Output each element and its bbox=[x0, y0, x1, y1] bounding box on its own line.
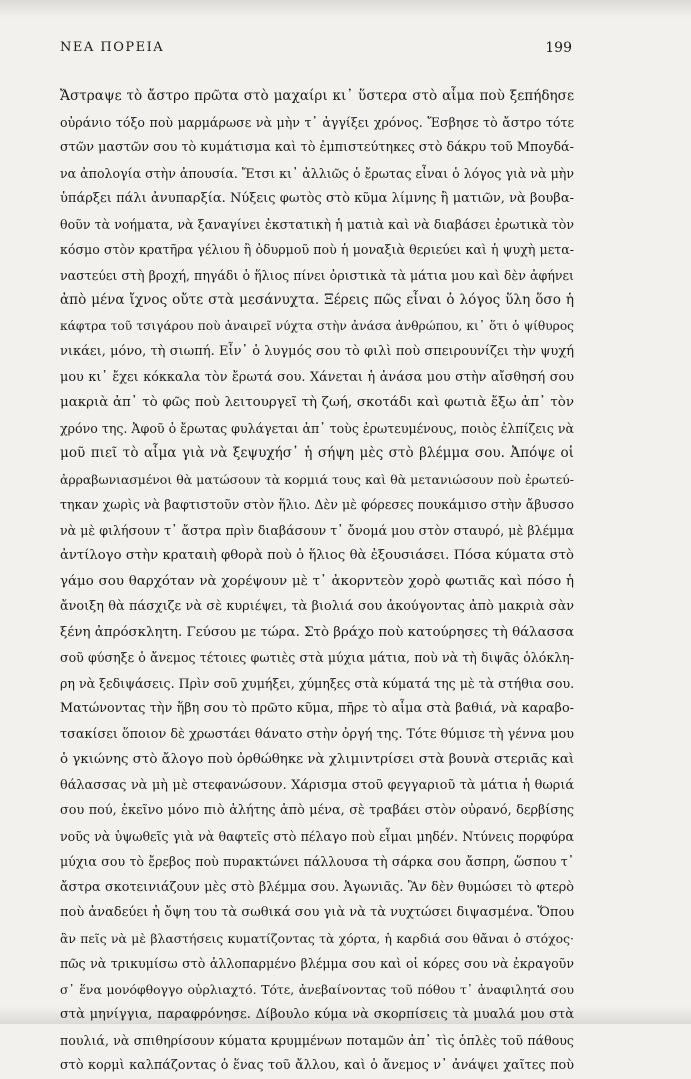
page-number: 199 bbox=[545, 40, 572, 56]
running-head bbox=[60, 40, 572, 60]
text-line: ξένη ἀπρόσκλητη. Γεύσου με τώρα. Στὸ βράχο ποὺ κατούρησες τὴ θάλασσα bbox=[60, 624, 574, 640]
running-title: ΝΕΑ ΠΟΡΕΙΑ bbox=[60, 40, 165, 55]
text-line: γάμο σου θαρχόταν νὰ χορέψουν μὲ τ᾽ ἀκορντεὸν χορὸ φωτιᾶς καὶ πόσο ἡ bbox=[60, 573, 574, 589]
text-line: Ματώνοντας τὴν ἥβη σου τὸ πρῶτο κῦμα, πῆρε τὸ αἷμα στὰ βαθιά, νὰ καραβο- bbox=[60, 701, 574, 716]
text-line: ποὺ ἀναδεύει ἡ ὄψη του τὰ σωθικά σου γιὰ νὰ τὰ νυχτώσει διψασμένα. Ὅπου bbox=[60, 905, 574, 920]
text-line: ἀρραβωνιασμένοι θὰ ματώσουν τὰ κορμιά τους καὶ θὰ μετανιώσουν ποὺ ἐρωτεύ- bbox=[60, 471, 574, 487]
text-line: χρόνο της. Ἀφοῦ ὁ ἔρωτας φυλάγεται ἀπ᾽ τοὺς ἐρωτευμένους, ποιὸς ἐλπίζεις νὰ bbox=[60, 420, 574, 436]
text-line: στὸ κορμὶ καλπάζοντας ὁ ἕνας τοῦ ἄλλου, καὶ ὁ ἄνεμος ν᾽ ἀνάψει χαῖτες ποὺ bbox=[60, 1058, 574, 1073]
text-line: μακριὰ ἀπ᾽ τὸ φῶς ποὺ λειτουργεῖ τὴ ζωή, σκοτάδι καὶ φωτιὰ ἔξω ἀπ᾽ τὸν bbox=[60, 395, 574, 410]
text-line: ἀπὸ μένα ἴχνος οὔτε στὰ μεσάνυχτα. Ξέρεις πῶς εἶναι ὁ λόγος ὕλη ὅσο ἡ bbox=[60, 292, 574, 308]
text-line: ἄνοιξη θὰ πάσχιζε νὰ σὲ κυριέψει, τὰ βιολιά σου ἀκούγοντας ἀπὸ μακριὰ σὰν bbox=[60, 599, 574, 614]
text-line: νοῦς νὰ ὑψωθεῖς γιὰ νὰ θαφτεῖς στὸ πέλαγο ποὺ εἶμαι μηδέν. Ντύνεις πορφύρα bbox=[60, 828, 574, 844]
text-line: ὑπάρξει πάλι ἀνυπαρξία. Νύξεις φωτὸς στὸ κῦμα λίμνης ἢ ματιῶν, νὰ βουβα- bbox=[60, 191, 574, 206]
text-line: ἂν πεῖς νὰ μὲ βλαστήσεις κυματίζοντας τὰ χόρτα, ἡ καρδιά σου θἄναι ὁ στόχος· bbox=[60, 930, 574, 946]
text-line: πουλιά, νὰ σπιθηρίσουν κύματα κρυμμένων ποταμῶν ἀπ᾽ τὶς ὁπλὲς τοῦ πάθους bbox=[60, 1032, 574, 1048]
text-line: ἄστρα σκοτεινιάζουν μὲς στὸ βλέμμα σου. Ἀγωνιᾶς. Ἂν δὲν θυμώσει τὸ φτερὸ bbox=[60, 879, 574, 895]
text-line: σοῦ φύσηξε ὁ ἄνεμος τέτοιες φωτιὲς στὰ μύχια μάτια, ποὺ νὰ τὴ διψᾶς ὁλόκλη- bbox=[60, 650, 574, 665]
text-line: ρη νὰ ξεδιψάσεις. Πρὶν σοῦ χυμήξει, χύμηξες στὰ κύματά της μὲ τὰ στήθια σου. bbox=[60, 675, 574, 691]
text-line: τηκαν χωρὶς νὰ βαφτιστοῦν στὸν ἥλιο. Δὲν μὲ φόρεσες πουκάμισο στὴν ἄβυσσο bbox=[60, 497, 574, 512]
text-line: μύχια σου τὸ ἔρεβος ποὺ πυρακτώνει πάλλουσα τὴ σάρκα σου ἄσπρη, ὥσπου τ᾽ bbox=[60, 854, 574, 869]
text-line: στὰ μηνίγγια, παραφρόνησε. Δίβουλο κύμα νὰ σκορπίσεις τὰ μυαλά μου στὰ bbox=[60, 1007, 574, 1022]
text-line: κάφτρα τοῦ τσιγάρου ποὺ ἀναιρεῖ νύχτα στὴν ἀνάσα ἀνθρώπου, κι᾽ ὅτι ὁ ψίθυρος bbox=[60, 318, 574, 333]
text-line: να ἀπολογία στὴν ἀπουσία. Ἔτσι κι᾽ ἀλλιῶς ὁ ἔρωτας εἶναι ὁ λόγος γιὰ νὰ μὴν bbox=[60, 165, 574, 181]
text-line: νὰ μὲ φιλήσουν τ᾽ ἄστρα πρὶν διαβάσουν τ᾽ ὄνομά μου στὸν σταυρό, μὲ βλέμμα bbox=[60, 522, 574, 538]
text-line: ναστεύει στὴ βροχή, πηγάδι ὁ ἥλιος πίνει ὀριστικὰ τὰ μάτια μου καὶ δὲν ἀφήνει bbox=[60, 267, 574, 283]
text-line: τσακίσει ὅποιον δὲ χρωστάει θάνατο στὴν ὀργή της. Τότε θύμισε τὴ γέννα μου bbox=[60, 726, 574, 742]
text-line: στῶν μαστῶν σου τὸ κυμάτισμα καὶ τὸ ἐμπιστεύτηκες στὸ δάκρυ τοῦ Μποyδά- bbox=[60, 140, 574, 155]
text-line: μου κι᾽ ἔχει κόκκαλα τὸν ἔρωτά σου. Χάνεται ἡ ἀνάσα μου στὴν αἴσθησή σου bbox=[60, 369, 574, 385]
text-line: ὁ γκιώνης στὸ ἄλογο ποὺ ὀρθώθηκε νὰ χλιμιντρίσει στὰ βουνὰ στεριᾶς καὶ bbox=[60, 752, 574, 767]
text-line: πῶς νὰ τρικυμίσω στὸ ἀλλοπαρμένο βλέμμα σου καὶ οἱ κόρες σου νὰ ἐκραγοῦν bbox=[60, 956, 574, 971]
text-line: σ᾽ ἕνα μονόφθογγο οὐρλιαχτό. Τότε, ἀνεβαίνοντας τοῦ πόθου τ᾽ ἀναφιλητά σου bbox=[60, 981, 574, 997]
text-line: ἀντίλογο στὴν κραταιὴ φθορὰ ποὺ ὁ ἥλιος θὰ ἐξουσιάσει. Πόσα κύματα στὸ bbox=[60, 548, 574, 563]
body-text bbox=[60, 84, 574, 1079]
text-line: νικάει, μόνο, τὴ σιωπή. Εἶν᾽ ὁ λυγμός σου τὸ φιλὶ ποὺ σπειρουνίζει τὴν ψυχή bbox=[60, 344, 574, 359]
text-line: θάλασσας νὰ μὴ μὲ στεφανώσουν. Χάρισμα στοῦ φεγγαριοῦ τὰ μάτια ἡ θωριά bbox=[60, 777, 574, 793]
text-line: σου πού, ἐκεῖνο μόνο πιὸ ἀλήτης ἀπὸ μένα, σὲ τραβάει στὸν οὐρανό, δερβίσης bbox=[60, 803, 574, 818]
text-line: θοῦν τὰ νοήματα, νὰ ξαναγίνει ἐκστατικὴ ἡ ματιὰ καὶ νὰ διαβάσει ἐρωτικὰ τὸν bbox=[60, 216, 574, 232]
text-line: οὐράνιο τόξο ποὺ μαρμάρωσε νὰ μὴν τ᾽ ἀγγίξει χρόνος. Ἔσβησε τὸ ἄστρο τότε bbox=[60, 114, 574, 130]
text-line: κόσμο στὸν κρατῆρα γέλιου ἢ ὀδυρμοῦ ποὺ ἡ μοναξιὰ θεριεύει καὶ ἡ ψυχὴ μετα- bbox=[60, 242, 574, 257]
text-line: μοῦ πιεῖ τὸ αἷμα γιὰ νὰ ξεψυχήσ᾽ ἡ σήψη μὲς στὸ βλέμμα σου. Ἀπόψε οἱ bbox=[60, 445, 574, 461]
text-line: Ἄστραψε τὸ ἄστρο πρῶτα στὸ μαχαίρι κι᾽ ὕστερα στὸ αἷμα ποὺ ξεπήδησε bbox=[60, 88, 574, 104]
